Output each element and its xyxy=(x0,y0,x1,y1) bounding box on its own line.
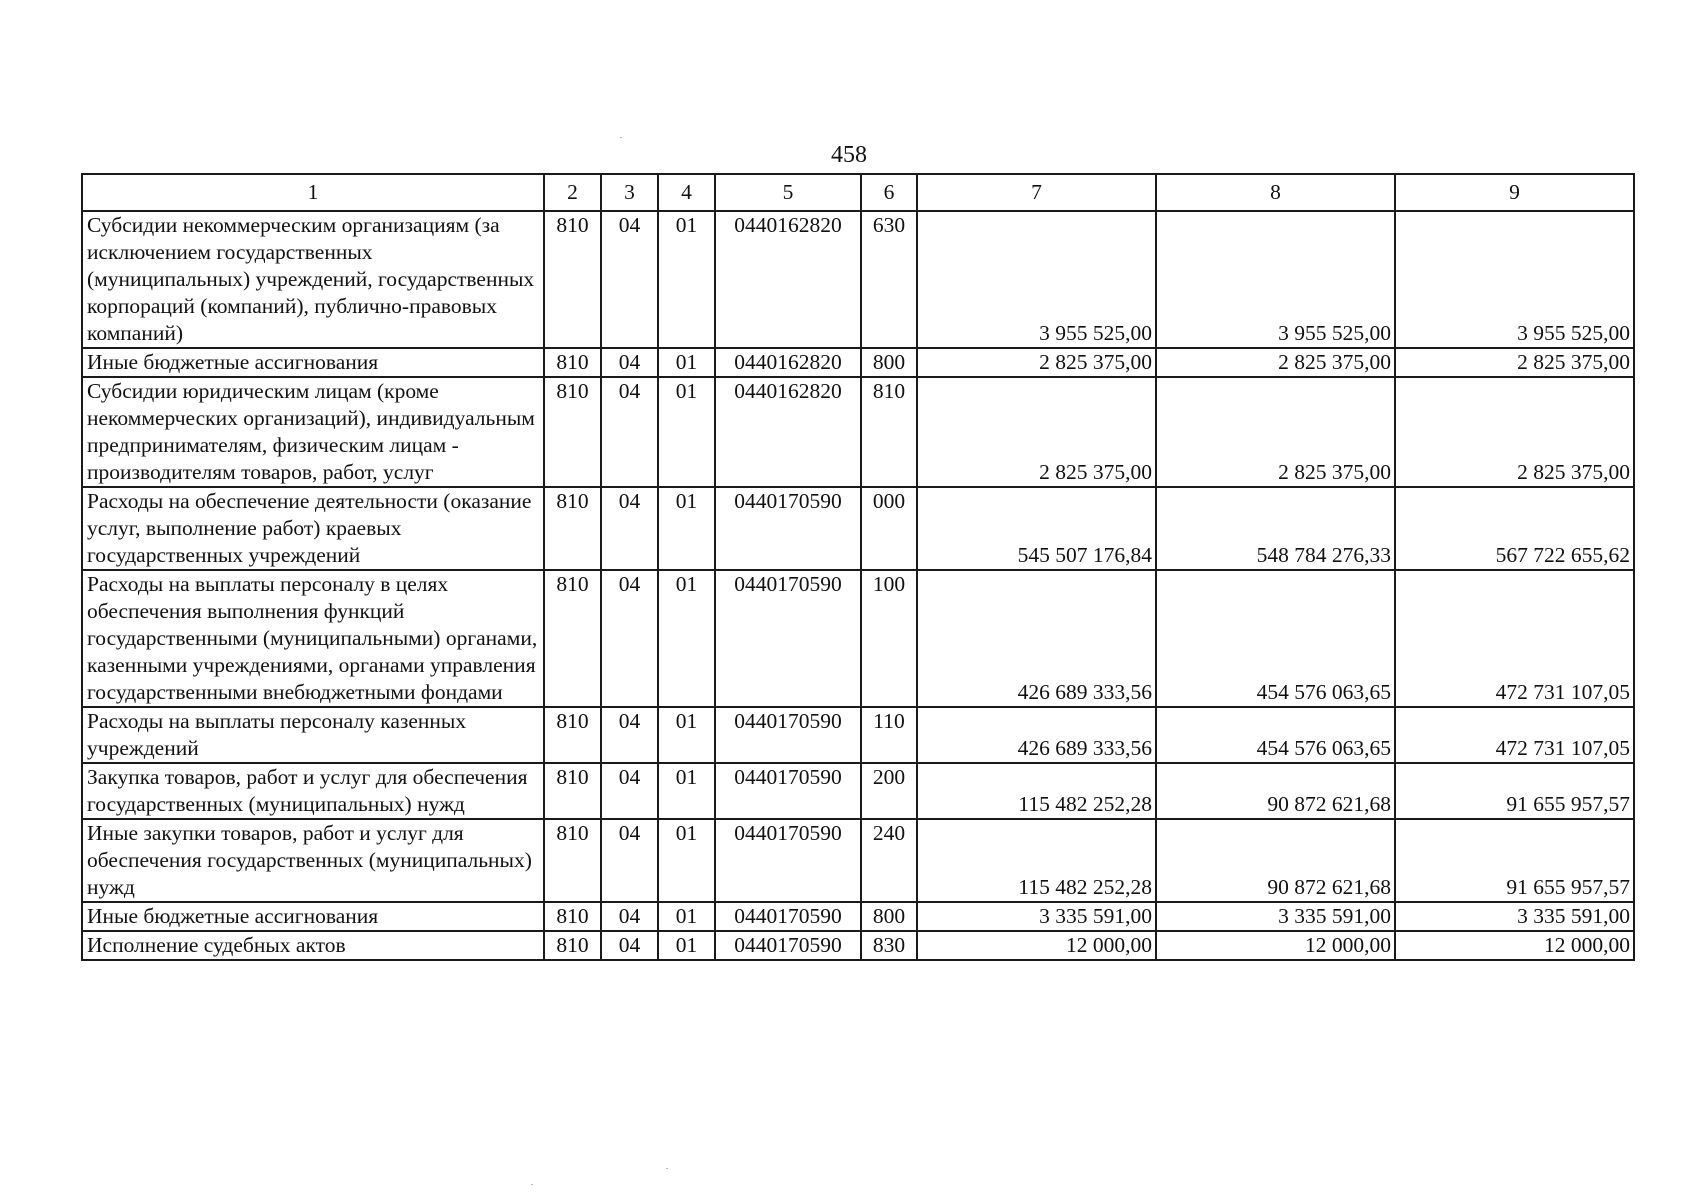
row-code: 0440162820 xyxy=(715,348,861,377)
column-header: 6 xyxy=(861,174,917,211)
row-amount: 12 000,00 xyxy=(917,931,1156,960)
row-amount: 2 825 375,00 xyxy=(917,377,1156,487)
row-amount: 2 825 375,00 xyxy=(1156,377,1395,487)
row-code: 04 xyxy=(601,819,658,902)
row-code: 0440170590 xyxy=(715,763,861,819)
row-amount: 454 576 063,65 xyxy=(1156,707,1395,763)
row-code: 810 xyxy=(544,348,601,377)
column-header: 5 xyxy=(715,174,861,211)
row-name: Исполнение судебных актов xyxy=(82,931,544,960)
table-row xyxy=(82,377,1634,487)
row-amount: 3 335 591,00 xyxy=(1156,902,1395,931)
row-code: 01 xyxy=(658,902,715,931)
row-code: 01 xyxy=(658,570,715,707)
row-code: 04 xyxy=(601,570,658,707)
row-code: 110 xyxy=(861,707,917,763)
scan-speck xyxy=(531,1184,533,1185)
row-amount: 567 722 655,62 xyxy=(1395,487,1634,570)
row-code: 830 xyxy=(861,931,917,960)
row-amount: 90 872 621,68 xyxy=(1156,763,1395,819)
row-code: 810 xyxy=(544,570,601,707)
row-amount: 3 335 591,00 xyxy=(1395,902,1634,931)
column-header: 9 xyxy=(1395,174,1634,211)
column-header: 2 xyxy=(544,174,601,211)
row-code: 01 xyxy=(658,348,715,377)
row-amount: 545 507 176,84 xyxy=(917,487,1156,570)
row-code: 04 xyxy=(601,931,658,960)
row-code: 04 xyxy=(601,348,658,377)
row-code: 0440170590 xyxy=(715,931,861,960)
row-code: 100 xyxy=(861,570,917,707)
row-code: 630 xyxy=(861,211,917,348)
row-name: Иные бюджетные ассигнования xyxy=(82,902,544,931)
row-code: 04 xyxy=(601,707,658,763)
table-row xyxy=(82,707,1634,763)
scan-speck xyxy=(620,137,622,138)
row-code: 000 xyxy=(861,487,917,570)
row-amount: 548 784 276,33 xyxy=(1156,487,1395,570)
row-code: 810 xyxy=(544,211,601,348)
row-amount: 454 576 063,65 xyxy=(1156,570,1395,707)
row-code: 0440170590 xyxy=(715,902,861,931)
row-amount: 472 731 107,05 xyxy=(1395,570,1634,707)
scan-speck xyxy=(666,1168,668,1169)
row-code: 01 xyxy=(658,487,715,570)
row-code: 01 xyxy=(658,377,715,487)
row-code: 01 xyxy=(658,819,715,902)
row-code: 04 xyxy=(601,211,658,348)
row-code: 01 xyxy=(658,931,715,960)
row-code: 810 xyxy=(544,487,601,570)
row-name: Закупка товаров, работ и услуг для обеспечения государственных (муниципальных) нужд xyxy=(82,763,544,819)
row-name: Расходы на выплаты персоналу в целях обеспечения выполнения функций государственными (муниципальными) органами, казенными учреждениями, органами управления государственными внебюджетными фондами xyxy=(82,570,544,707)
row-code: 0440170590 xyxy=(715,487,861,570)
row-code: 01 xyxy=(658,763,715,819)
row-amount: 2 825 375,00 xyxy=(1395,377,1634,487)
row-code: 0440162820 xyxy=(715,377,861,487)
row-code: 810 xyxy=(861,377,917,487)
row-code: 810 xyxy=(544,902,601,931)
row-amount: 2 825 375,00 xyxy=(1395,348,1634,377)
column-header: 1 xyxy=(82,174,544,211)
column-header: 7 xyxy=(917,174,1156,211)
row-code: 0440162820 xyxy=(715,211,861,348)
row-amount: 3 955 525,00 xyxy=(1156,211,1395,348)
row-amount: 3 335 591,00 xyxy=(917,902,1156,931)
row-amount: 115 482 252,28 xyxy=(917,763,1156,819)
row-code: 810 xyxy=(544,707,601,763)
row-name: Иные бюджетные ассигнования xyxy=(82,348,544,377)
row-amount: 91 655 957,57 xyxy=(1395,819,1634,902)
row-name: Расходы на выплаты персоналу казенных учреждений xyxy=(82,707,544,763)
row-name: Субсидии некоммерческим организациям (за исключением государственных (муниципальных) учреждений, государственных корпораций (компаний), публично-правовых компаний) xyxy=(82,211,544,348)
row-code: 04 xyxy=(601,487,658,570)
row-amount: 3 955 525,00 xyxy=(917,211,1156,348)
row-amount: 91 655 957,57 xyxy=(1395,763,1634,819)
row-code: 04 xyxy=(601,763,658,819)
table-row xyxy=(82,763,1634,819)
row-code: 04 xyxy=(601,377,658,487)
row-amount: 426 689 333,56 xyxy=(917,707,1156,763)
column-header: 3 xyxy=(601,174,658,211)
row-name: Расходы на обеспечение деятельности (оказание услуг, выполнение работ) краевых государственных учреждений xyxy=(82,487,544,570)
row-code: 04 xyxy=(601,902,658,931)
table-row xyxy=(82,348,1634,377)
table-row xyxy=(82,902,1634,931)
row-code: 800 xyxy=(861,902,917,931)
row-name: Иные закупки товаров, работ и услуг для обеспечения государственных (муниципальных) нужд xyxy=(82,819,544,902)
row-code: 01 xyxy=(658,211,715,348)
table-row xyxy=(82,931,1634,960)
page-number: 458 xyxy=(831,142,867,168)
row-code: 0440170590 xyxy=(715,570,861,707)
row-amount: 12 000,00 xyxy=(1395,931,1634,960)
row-code: 200 xyxy=(861,763,917,819)
table-row xyxy=(82,487,1634,570)
row-amount: 2 825 375,00 xyxy=(1156,348,1395,377)
row-amount: 12 000,00 xyxy=(1156,931,1395,960)
row-amount: 472 731 107,05 xyxy=(1395,707,1634,763)
table-row xyxy=(82,211,1634,348)
header-row xyxy=(82,174,1634,211)
table-row xyxy=(82,819,1634,902)
row-name: Субсидии юридическим лицам (кроме некоммерческих организаций), индивидуальным предпринимателям, физическим лицам - производителям товаров, работ, услуг xyxy=(82,377,544,487)
row-amount: 115 482 252,28 xyxy=(917,819,1156,902)
column-header: 4 xyxy=(658,174,715,211)
row-code: 810 xyxy=(544,931,601,960)
column-header: 8 xyxy=(1156,174,1395,211)
row-amount: 2 825 375,00 xyxy=(917,348,1156,377)
row-code: 0440170590 xyxy=(715,707,861,763)
row-code: 0440170590 xyxy=(715,819,861,902)
budget-table xyxy=(81,173,1635,961)
row-code: 810 xyxy=(544,763,601,819)
row-amount: 426 689 333,56 xyxy=(917,570,1156,707)
row-code: 240 xyxy=(861,819,917,902)
row-amount: 3 955 525,00 xyxy=(1395,211,1634,348)
row-code: 810 xyxy=(544,377,601,487)
table-row xyxy=(82,570,1634,707)
row-code: 800 xyxy=(861,348,917,377)
row-amount: 90 872 621,68 xyxy=(1156,819,1395,902)
row-code: 810 xyxy=(544,819,601,902)
row-code: 01 xyxy=(658,707,715,763)
